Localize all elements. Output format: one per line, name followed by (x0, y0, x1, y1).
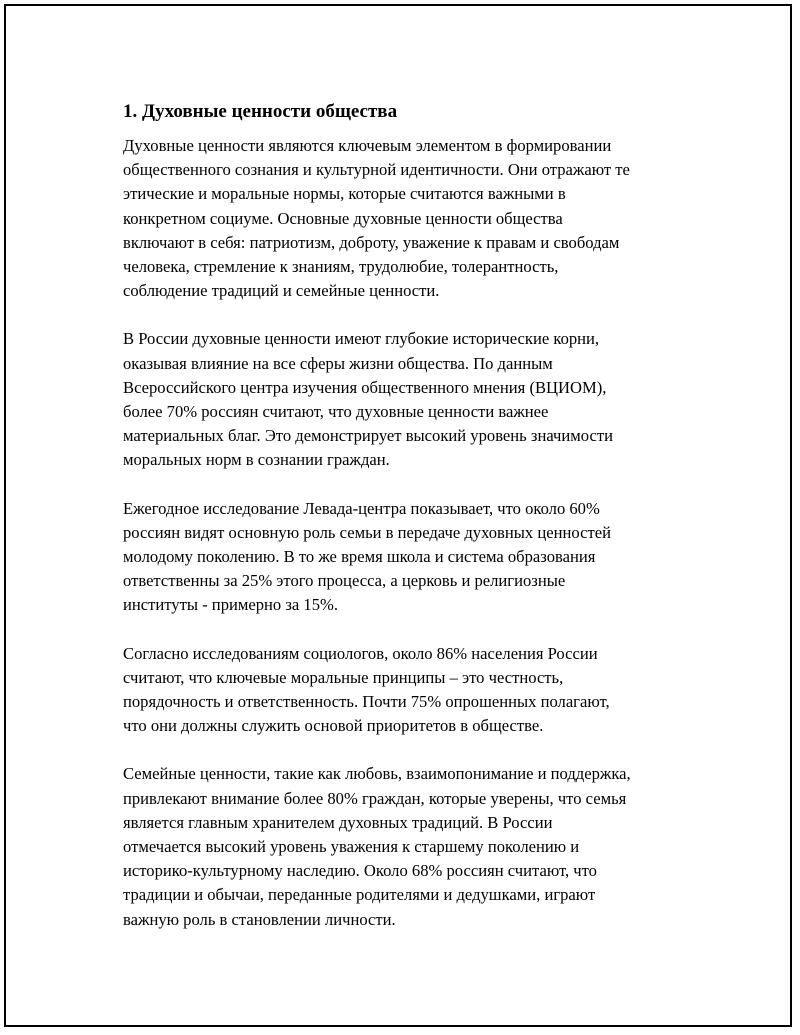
page-title: 1. Духовные ценности общества (123, 101, 398, 122)
document-body (123, 98, 723, 956)
paragraph-2: В России духовные ценности имеют глубокие исторические корни, оказывая влияние на все сферы жизни общества. По данным Всероссийского центра изучения общественного мнения (ВЦИОМ), более 70% россиян считают, что духовные ценности важнее материальных благ. Это демонстрирует высокий уровень значимости моральных норм в сознании граждан. (123, 329, 613, 470)
page-frame (4, 4, 792, 1027)
paragraph-1: Духовные ценности являются ключевым элементом в формировании общественного сознания и культурной идентичности. Они отражают те этические и моральные нормы, которые считаются важными в конкретном социуме. Основные духовные ценности общества включают в себя: патриотизм, доброту, уважение к правам и свободам человека, стремление к знаниям, трудолюбие, толерантность, соблюдение традиций и семейные ценности. (123, 136, 630, 301)
paragraph-4: Согласно исследованиям социологов, около 86% населения России считают, что ключевые моральные принципы – это честность, порядочность и ответственность. Почти 75% опрошенных полагают, что они должны служить основой приоритетов в обществе. (123, 643, 610, 736)
paragraph-3: Ежегодное исследование Левада-центра показывает, что около 60% россиян видят основную роль семьи в передаче духовных ценностей молодому поколению. В то же время школа и система образования ответственны за 25% этого процесса, а церковь и религиозные институты - примерно за 15%. (123, 498, 611, 615)
paragraph-5: Семейные ценности, такие как любовь, взаимопонимание и поддержка, привлекают внимание более 80% граждан, которые уверены, что семья является главным хранителем духовных традиций. В России отмечается высокий уровень уважения к старшему поколению и историко-культурному наследию. Около 68% россиян считают, что традиции и обычаи, переданные родителями и дедушками, играют важную роль в становлении личности. (123, 764, 631, 929)
